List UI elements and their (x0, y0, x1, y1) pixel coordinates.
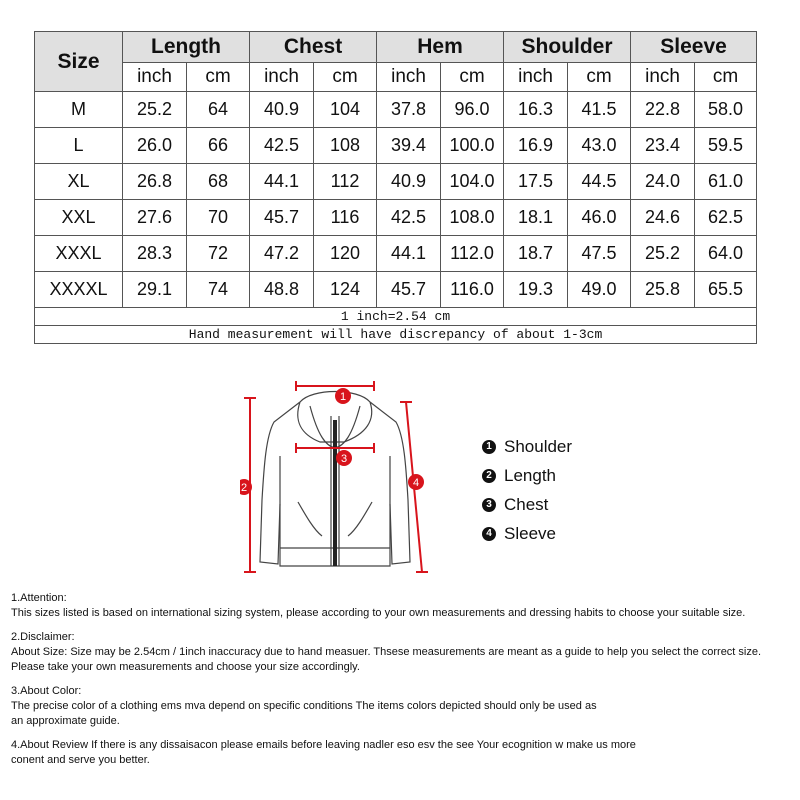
unit-cm: cm (568, 63, 631, 92)
unit-inch: inch (631, 63, 695, 92)
table-cell: 65.5 (695, 272, 757, 308)
marker-4-label: 4 (412, 477, 420, 489)
legend-label: Shoulder (504, 436, 573, 456)
table-cell: 61.0 (695, 164, 757, 200)
table-cell: 58.0 (695, 92, 757, 128)
table-cell: 22.8 (631, 92, 695, 128)
size-label: XXL (35, 200, 123, 236)
size-label: XXXL (35, 236, 123, 272)
table-cell: 29.1 (123, 272, 187, 308)
unit-row (35, 63, 757, 92)
jacket-illustration (240, 376, 430, 588)
table-cell: 45.7 (377, 272, 441, 308)
table-cell: 43.0 (568, 128, 631, 164)
table-cell: 45.7 (250, 200, 314, 236)
table-cell: 104 (314, 92, 377, 128)
table-cell: 25.8 (631, 272, 695, 308)
legend-num: 2 (482, 469, 496, 483)
review-note (11, 738, 796, 768)
disclaimer-line: About Size: Size may be 2.54cm / 1inch inaccuracy due to hand measuer. Thsese measurements are meant as a guide to help you select the correct size. (11, 646, 762, 658)
legend-label: Sleeve (504, 523, 556, 543)
size-header: Size (35, 32, 123, 92)
table-cell: 18.1 (504, 200, 568, 236)
unit-cm: cm (314, 63, 377, 92)
conversion-note-row (35, 308, 757, 326)
table-cell: 26.8 (123, 164, 187, 200)
table-cell: 48.8 (250, 272, 314, 308)
table-cell: 108.0 (441, 200, 504, 236)
table-cell: 62.5 (695, 200, 757, 236)
table-cell: 124 (314, 272, 377, 308)
table-cell: 40.9 (250, 92, 314, 128)
table-cell: 39.4 (377, 128, 441, 164)
color-line: The precise color of a clothing ems mva depend on specific conditions The items colors depicted should only be used as (11, 700, 597, 712)
table-cell: 26.0 (123, 128, 187, 164)
table-cell: 72 (187, 236, 250, 272)
table-row (35, 92, 757, 128)
color-title: 3.About Color: (11, 685, 82, 697)
unit-inch: inch (123, 63, 187, 92)
size-label: L (35, 128, 123, 164)
zipper (333, 420, 337, 566)
shoulder-header: Shoulder (504, 32, 631, 63)
marker-2-label: 2 (240, 482, 248, 494)
table-cell: 18.7 (504, 236, 568, 272)
table-cell: 24.0 (631, 164, 695, 200)
table-cell: 19.3 (504, 272, 568, 308)
unit-inch: inch (250, 63, 314, 92)
review-line: conent and serve you better. (11, 754, 150, 766)
table-cell: 47.2 (250, 236, 314, 272)
table-cell: 112.0 (441, 236, 504, 272)
table-cell: 100.0 (441, 128, 504, 164)
legend-num: 4 (482, 527, 496, 541)
marker-3 (336, 450, 352, 466)
legend-item-chest (482, 490, 572, 519)
table-row (35, 200, 757, 236)
disclaimer-title: 2.Disclaimer: (11, 631, 75, 643)
attention-note (11, 591, 796, 621)
table-cell: 116.0 (441, 272, 504, 308)
table-cell: 104.0 (441, 164, 504, 200)
header-row (35, 32, 757, 63)
jacket-diagram (240, 376, 430, 588)
table-cell: 108 (314, 128, 377, 164)
table-cell: 96.0 (441, 92, 504, 128)
table-cell: 64.0 (695, 236, 757, 272)
table-cell: 23.4 (631, 128, 695, 164)
size-label: XL (35, 164, 123, 200)
table-cell: 44.1 (377, 236, 441, 272)
length-header: Length (123, 32, 250, 63)
disclaimer-note (11, 630, 796, 675)
notes-section (11, 591, 796, 777)
table-cell: 68 (187, 164, 250, 200)
table-cell: 66 (187, 128, 250, 164)
table-cell: 112 (314, 164, 377, 200)
table-cell: 16.3 (504, 92, 568, 128)
disclaimer-line: Please take your own measurements and choose your size accordingly. (11, 661, 360, 673)
legend-label: Length (504, 465, 556, 485)
marker-1 (335, 388, 351, 404)
table-cell: 16.9 (504, 128, 568, 164)
unit-cm: cm (187, 63, 250, 92)
table-cell: 37.8 (377, 92, 441, 128)
legend-item-length (482, 461, 572, 490)
attention-text: This sizes listed is based on international sizing system, please according to your own measurements and dressing habits to choose your suitable size. (11, 607, 746, 619)
discrepancy-note-row (35, 326, 757, 344)
chest-header: Chest (250, 32, 377, 63)
table-cell: 42.5 (250, 128, 314, 164)
table-cell: 120 (314, 236, 377, 272)
table-cell: 28.3 (123, 236, 187, 272)
table-cell: 25.2 (631, 236, 695, 272)
legend-item-shoulder (482, 432, 572, 461)
review-line: 4.About Review If there is any dissaisacon please emails before leaving nadler eso esv the see Your ecognition w make us more (11, 739, 636, 751)
table-cell: 24.6 (631, 200, 695, 236)
attention-title: 1.Attention: (11, 592, 67, 604)
table-cell: 49.0 (568, 272, 631, 308)
table-cell: 17.5 (504, 164, 568, 200)
table-cell: 70 (187, 200, 250, 236)
table-cell: 74 (187, 272, 250, 308)
color-note (11, 684, 796, 729)
marker-1-label: 1 (339, 391, 347, 403)
legend-label: Chest (504, 494, 549, 514)
color-line: an approximate guide. (11, 715, 120, 727)
unit-inch: inch (504, 63, 568, 92)
table-cell: 59.5 (695, 128, 757, 164)
table-cell: 44.1 (250, 164, 314, 200)
legend-num: 3 (482, 498, 496, 512)
table-cell: 27.6 (123, 200, 187, 236)
size-chart-table (34, 31, 757, 344)
marker-4 (408, 474, 424, 490)
legend-item-sleeve (482, 519, 572, 548)
discrepancy-note: Hand measurement will have discrepancy of about 1-3cm (35, 326, 757, 344)
table-cell: 41.5 (568, 92, 631, 128)
size-label: XXXXL (35, 272, 123, 308)
table-cell: 64 (187, 92, 250, 128)
table-row (35, 236, 757, 272)
unit-cm: cm (695, 63, 757, 92)
marker-3-label: 3 (340, 453, 348, 465)
sleeve-header: Sleeve (631, 32, 757, 63)
table-cell: 116 (314, 200, 377, 236)
table-cell: 25.2 (123, 92, 187, 128)
table-row (35, 164, 757, 200)
unit-inch: inch (377, 63, 441, 92)
size-label: M (35, 92, 123, 128)
table-cell: 44.5 (568, 164, 631, 200)
conversion-note: 1 inch=2.54 cm (35, 308, 757, 326)
table-cell: 47.5 (568, 236, 631, 272)
measurement-legend (482, 432, 572, 548)
unit-cm: cm (441, 63, 504, 92)
legend-num: 1 (482, 440, 496, 454)
table-row (35, 128, 757, 164)
hem-header: Hem (377, 32, 504, 63)
table-row (35, 272, 757, 308)
table-cell: 40.9 (377, 164, 441, 200)
table-cell: 46.0 (568, 200, 631, 236)
table-cell: 42.5 (377, 200, 441, 236)
